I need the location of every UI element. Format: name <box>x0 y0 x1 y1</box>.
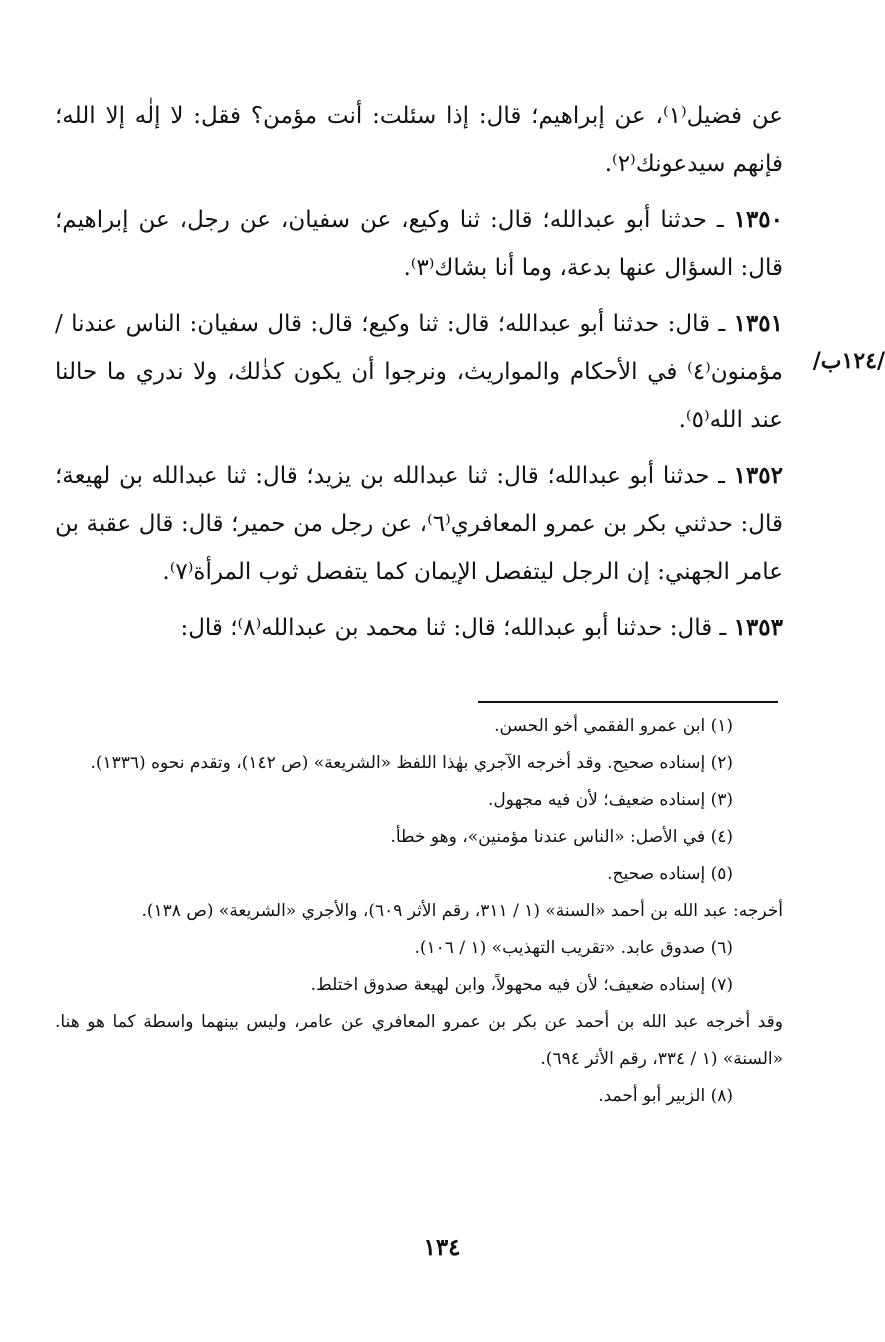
paragraph-1: عن فضيل⁽١⁾، عن إبراهيم؛ قال: إذا سئلت: أنت مؤمن؟ فقل: لا إلٰه إلا الله؛ فإنهم سيدعونك⁽٢⁾. <box>55 103 783 177</box>
paragraph-1352 <box>55 452 783 596</box>
footnote: (٣) إسناده ضعيف؛ لأن فيه مجهول. <box>488 790 733 810</box>
main-text <box>55 92 783 652</box>
hadith-text: ـ قال: حدثنا أبو عبدالله؛ قال: ثنا وكيع؛ قال: قال سفيان: الناس عندنا / مؤمنون⁽٤⁾ في الأحكام والمواريث، ونرجوا أن يكون كذٰلك، ولا ندري ما حالنا عند الله⁽٥⁾. <box>55 311 783 433</box>
footnote: (١) ابن عمرو الفقمي أخو الحسن. <box>494 716 733 736</box>
hadith-number: ١٣٥٣ <box>733 614 783 641</box>
paragraph-1350 <box>55 196 783 292</box>
footnote-continuation: وقد أخرجه عبد الله بن أحمد عن بكر بن عمرو المعافري عن عامر، وليس بينهما واسطة كما هو هنا. «السنة» (١ / ٣٣٤، رقم الأثر ٦٩٤). <box>55 1012 783 1069</box>
manuscript-folio-marker: /١٢٤ب/ <box>812 348 885 374</box>
footnote-divider <box>478 701 778 703</box>
footnotes <box>55 708 783 1115</box>
footnote: (٢) إسناده صحيح. وقد أخرجه الآجري بهٰذا اللفظ «الشريعة» (ص ١٤٢)، وتقدم نحوه (١٣٣٦). <box>90 753 733 773</box>
hadith-number: ١٣٥١ <box>733 310 783 337</box>
paragraph-1351 <box>55 300 783 444</box>
footnote: (٧) إسناده ضعيف؛ لأن فيه محهولاً، وابن لهيعة صدوق اختلط. <box>310 975 733 995</box>
hadith-text: ـ حدثنا أبو عبدالله؛ قال: ثنا وكيع، عن سفيان، عن رجل، عن إبراهيم؛ قال: السؤال عنها بدعة، وما أنا بشاك⁽٣⁾. <box>55 207 783 281</box>
hadith-text: ـ حدثنا أبو عبدالله؛ قال: ثنا عبدالله بن يزيد؛ قال: ثنا عبدالله بن لهيعة؛ قال: حدثني بكر بن عمرو المعافري⁽٦⁾، عن رجل من حمير؛ قال: قال عقبة بن عامر الجهني: إن الرجل ليتفصل الإيمان كما يتفصل ثوب المرأة⁽٧⁾. <box>55 463 783 585</box>
footnote: (٨) الزبير أبو أحمد. <box>598 1086 733 1106</box>
footnote: (٤) في الأصل: «الناس عندنا مؤمنين»، وهو خطأ. <box>390 827 733 847</box>
hadith-number: ١٣٥٠ <box>733 206 783 233</box>
footnote: (٥) إسناده صحيح. <box>607 864 733 884</box>
paragraph-1353 <box>55 604 783 652</box>
hadith-number: ١٣٥٢ <box>733 462 783 489</box>
page-number: ١٣٤ <box>423 1234 461 1261</box>
footnote: (٦) صدوق عابد. «تقريب التهذيب» (١ / ١٠٦). <box>414 938 733 958</box>
hadith-text: ـ قال: حدثنا أبو عبدالله؛ قال: ثنا محمد بن عبدالله⁽٨⁾؛ قال: <box>180 615 734 641</box>
footnote-continuation: أخرجه: عبد الله بن أحمد «السنة» (١ / ٣١١، رقم الأثر ٦٠٩)، والأجري «الشريعة» (ص ١٣٨). <box>141 901 783 921</box>
